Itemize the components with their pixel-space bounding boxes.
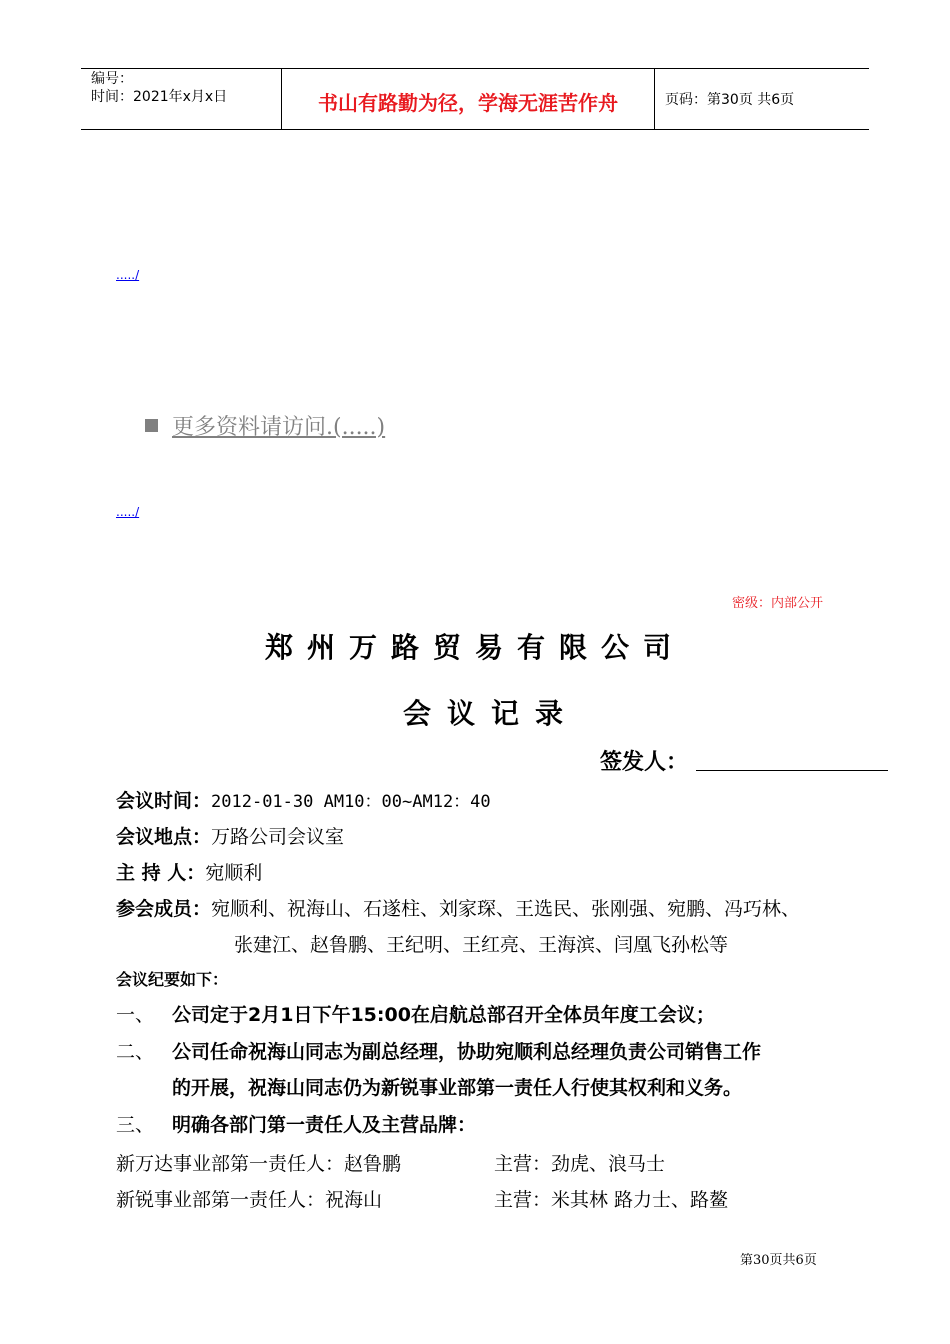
item-3-text: 明确各部门第一责任人及主营品牌： xyxy=(172,1114,477,1136)
meeting-time-value: 2012-01-30 AM10：00~AM12：40 xyxy=(211,792,491,812)
department-brands: 主营：米其林 路力士、路鳌 xyxy=(494,1189,729,1211)
item-2 xyxy=(116,1037,761,1064)
header-motto-cell xyxy=(282,69,655,129)
department-row xyxy=(116,1185,382,1212)
doc-title: 会议记录 xyxy=(402,697,579,730)
host-label: 主 持 人： xyxy=(116,862,206,884)
header-page-cell xyxy=(655,69,869,129)
department-brands: 主营：劲虎、浪马士 xyxy=(494,1153,666,1175)
summary-label: 会议纪要如下： xyxy=(116,970,229,989)
page-header xyxy=(81,68,869,130)
page-info: 页码：第30页 共6页 xyxy=(665,92,795,108)
meeting-time-label: 会议时间： xyxy=(116,790,212,812)
members-line-2: 张建江、赵鲁鹏、王纪明、王红亮、王海滨、闫凰飞孙松等 xyxy=(234,934,729,956)
meeting-place-value: 万路公司会议室 xyxy=(211,826,345,848)
square-bullet-icon xyxy=(145,419,158,432)
header-meta-cell xyxy=(81,69,282,129)
link-2[interactable]: ...../ xyxy=(116,505,140,519)
department-name: 新万达事业部第一责任人：赵鲁鹏 xyxy=(116,1153,402,1175)
more-info-text[interactable]: 更多资料请访问.(.....) xyxy=(172,415,386,440)
signer-label: 签发人： xyxy=(600,750,689,775)
members-row-2 xyxy=(234,930,728,957)
page-footer: 第30页共6页 xyxy=(740,1253,817,1268)
motto-text: 书山有路勤为径，学海无涯苦作舟 xyxy=(318,91,618,115)
members-row xyxy=(116,894,800,921)
members-line-1: 宛顺利、祝海山、石遂柱、刘家琛、王选民、张刚强、宛鹏、冯巧林、 xyxy=(211,898,801,920)
item-3 xyxy=(116,1110,476,1137)
host-row xyxy=(116,858,262,885)
item-3-num: 三、 xyxy=(116,1114,155,1136)
item-1 xyxy=(116,1000,715,1027)
item-2-num: 二、 xyxy=(116,1041,155,1063)
meeting-time-row xyxy=(116,786,491,813)
item-1-num: 一、 xyxy=(116,1004,155,1026)
host-value: 宛顺利 xyxy=(205,862,263,884)
summary-label-row xyxy=(116,967,228,990)
item-1-text: 公司定于2月1日下午15:00在启航总部召开全体员年度工会议； xyxy=(172,1004,715,1026)
company-name: 郑州万路贸易有限公司 xyxy=(264,631,685,664)
link-1[interactable]: ...../ xyxy=(116,268,140,282)
item-2-text-line-2: 的开展，祝海山同志仍为新锐事业部第一责任人行使其权利和义务。 xyxy=(172,1077,743,1099)
meeting-place-label: 会议地点： xyxy=(116,826,212,848)
signer-line xyxy=(696,770,888,771)
secret-level: 密级：内部公开 xyxy=(732,596,824,611)
members-label: 参会成员： xyxy=(116,898,212,920)
item-2-text: 公司任命祝海山同志为副总经理，协助宛顺利总经理负责公司销售工作 xyxy=(172,1041,762,1063)
number-label: 编号： xyxy=(91,71,133,87)
meeting-place-row xyxy=(116,822,344,849)
time-label: 时间：2021年x月x日 xyxy=(91,89,228,105)
department-name: 新锐事业部第一责任人：祝海山 xyxy=(116,1189,383,1211)
more-info-link[interactable] xyxy=(145,410,385,441)
department-row xyxy=(116,1149,401,1176)
